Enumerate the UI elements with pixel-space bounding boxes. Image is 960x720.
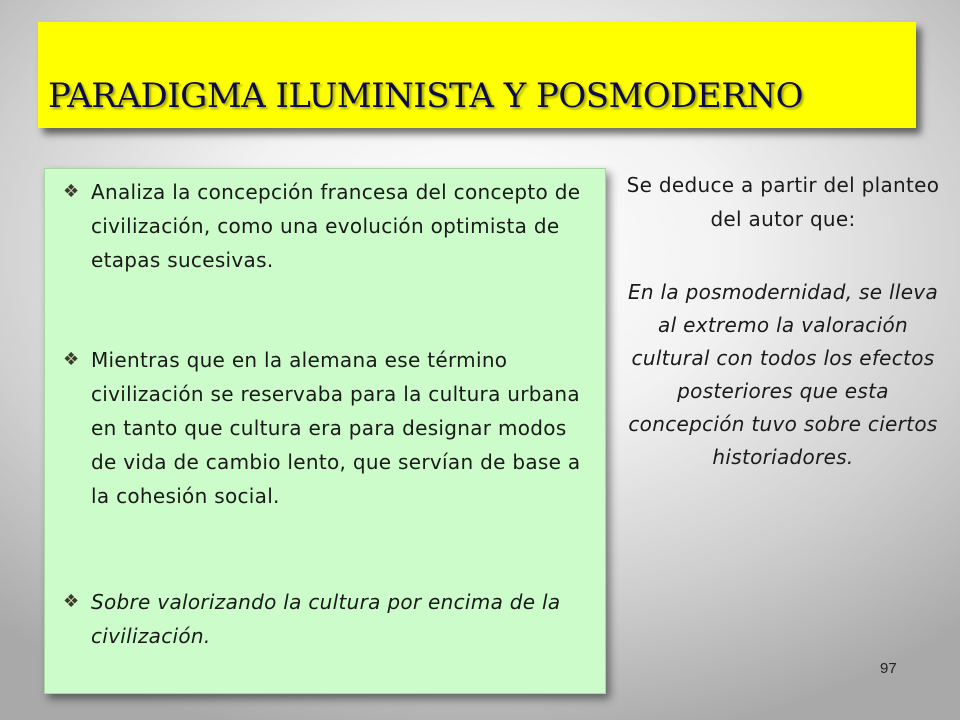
left-text-panel (44, 168, 606, 694)
diamond-bullet-icon: ❖ (63, 349, 80, 370)
bullet-text-2: Mientras que en la alemana ese término civilización se reservaba para la cultura urbana en tanto que cultura era para designar modos de vida de cambio lento, que servían de base a la cohesión social. (91, 348, 581, 508)
right-text-column (622, 168, 944, 474)
bullet-text-3: Sobre valorizando la cultura por encima de la civilización. (91, 590, 561, 648)
page-number: 97 (880, 660, 897, 677)
diamond-bullet-icon: ❖ (63, 181, 80, 202)
bullet-text-1: Analiza la concepción francesa del concepto de civilización, como una evolución optimista de etapas sucesivas. (91, 180, 581, 272)
right-body-text: En la posmodernidad, se lleva al extremo la valoración cultural con todos los efectos posteriores que esta concepción tuvo sobre ciertos historiadores. (627, 280, 939, 469)
diamond-bullet-icon: ❖ (63, 591, 80, 612)
bullet-item-2 (63, 343, 593, 513)
bullet-item-3 (63, 585, 593, 653)
bullet-item-1 (63, 175, 593, 277)
slide-title: PARADIGMA ILUMINISTA Y POSMODERNO (48, 76, 803, 116)
right-intro-text: Se deduce a partir del planteo del autor que: (626, 173, 940, 231)
title-banner (38, 22, 916, 128)
